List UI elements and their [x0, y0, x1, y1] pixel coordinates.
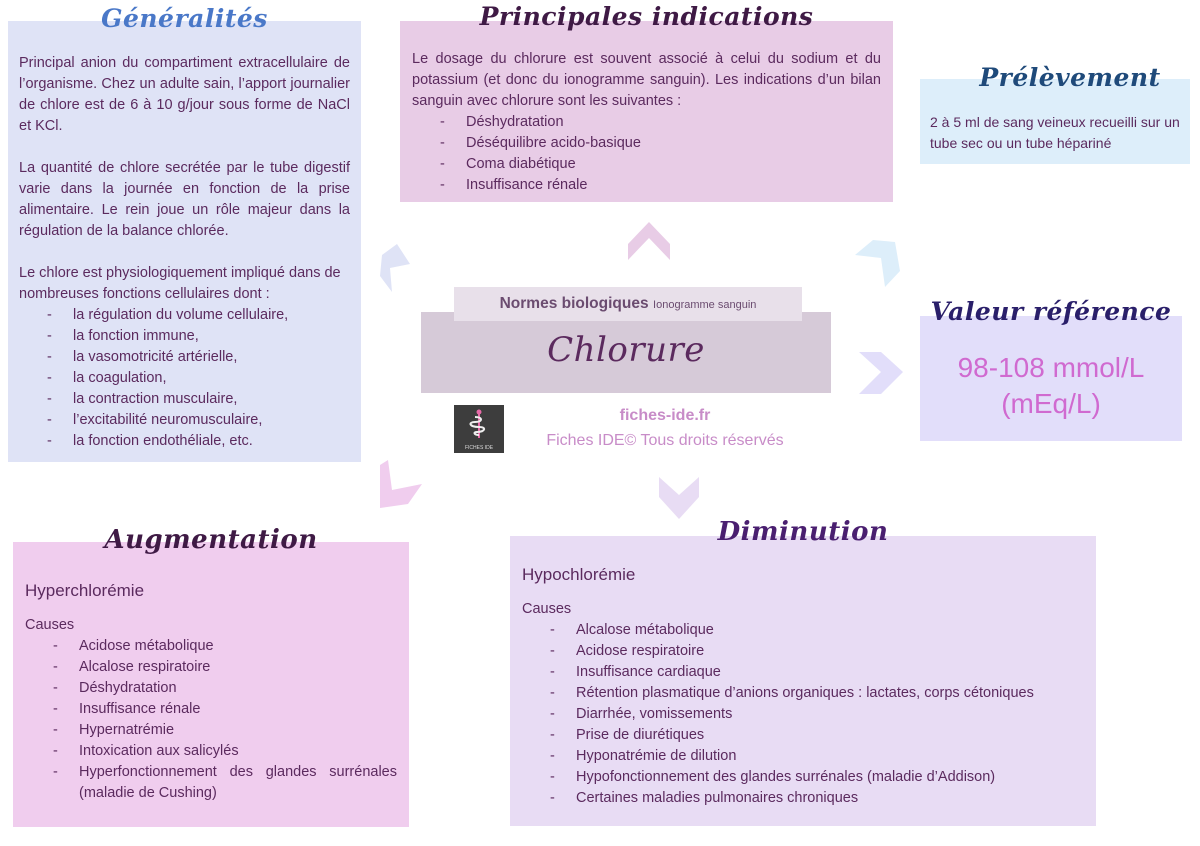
arrow-up-right-icon — [850, 235, 910, 295]
normes-sublabel: Ionogramme sanguin — [653, 299, 757, 311]
augmentation-panel — [13, 542, 409, 827]
indications-list — [412, 112, 881, 196]
generalites-para-3: Le chlore est physiologiquement impliqué dans de nombreuses fonctions cellulaires dont : — [19, 265, 341, 302]
list-item: - Diarrhée, vomissements — [550, 704, 1084, 725]
list-item: - Alcalose respiratoire — [53, 657, 397, 678]
diminution-list — [522, 620, 1084, 809]
arrow-up-icon — [608, 216, 678, 261]
list-item: - Intoxication aux salicylés — [53, 741, 397, 762]
generalites-list — [19, 305, 350, 452]
list-item: - la régulation du volume cellulaire, — [47, 305, 350, 326]
site-link[interactable]: fiches-ide.fr — [619, 407, 711, 424]
list-item: - l’excitabilité neuromusculaire, — [47, 410, 350, 431]
list-item: - la vasomotricité artérielle, — [47, 347, 350, 368]
copyright-text: Fiches IDE© Tous droits réservés — [546, 432, 784, 449]
augmentation-title: Augmentation — [104, 525, 318, 555]
list-item: - Déséquilibre acido-basique — [440, 133, 881, 154]
list-item: - Acidose respiratoire — [550, 641, 1084, 662]
valeur-panel — [920, 316, 1182, 441]
diminution-title: Diminution — [717, 517, 889, 547]
generalites-para-2: La quantité de chlore secrétée par le tube digestif varie dans la journée en fonction de la prise alimentaire. Le rein joue un rôle majeur dans la régulation de la balance chlorée. — [19, 160, 350, 239]
list-item: - Acidose métabolique — [53, 636, 397, 657]
list-item: - Insuffisance rénale — [53, 699, 397, 720]
analyte-name: Chlorure — [547, 330, 705, 370]
caduceus-icon — [469, 408, 489, 440]
fiches-ide-logo — [454, 405, 504, 453]
indications-title: Principales indications — [479, 2, 814, 31]
arrow-down-left-icon — [378, 460, 428, 515]
list-item: - la coagulation, — [47, 368, 350, 389]
arrow-right-icon — [855, 350, 905, 400]
list-item: - la fonction immune, — [47, 326, 350, 347]
list-item: - Rétention plasmatique d’anions organiques : lactates, corps cétoniques — [550, 683, 1084, 704]
list-item: - Prise de diurétiques — [550, 725, 1084, 746]
normes-banner — [454, 287, 802, 321]
arrow-up-left-icon — [380, 240, 430, 295]
diminution-causes-label: Causes — [522, 601, 572, 617]
list-item: - la contraction musculaire, — [47, 389, 350, 410]
generalites-title: Généralités — [101, 4, 268, 33]
diminution-subtitle: Hypochlorémie — [522, 565, 636, 584]
generalites-para-1: Principal anion du compartiment extracellulaire de l’organisme. Chez un adulte sain, l’apport journalier de chlore est de 6 à 10 g/jour sous forme de NaCl et KCl. — [19, 55, 350, 134]
indications-panel — [400, 21, 893, 202]
list-item: - Hypofonctionnement des glandes surrénales (maladie d’Addison) — [550, 767, 1084, 788]
list-item: - Hyponatrémie de dilution — [550, 746, 1084, 767]
reference-value: 98-108 mmol/L — [957, 352, 1145, 383]
list-item: - Déshydratation — [440, 112, 881, 133]
augmentation-subtitle: Hyperchlorémie — [25, 581, 145, 600]
list-item: - la fonction endothéliale, etc. — [47, 431, 350, 452]
augmentation-list — [25, 636, 397, 804]
logo-text: FICHES IDE — [464, 445, 494, 451]
list-item: - Alcalose métabolique — [550, 620, 1084, 641]
valeur-title: Valeur référence — [930, 297, 1172, 326]
indications-intro: Le dosage du chlorure est souvent associé à celui du sodium et du potassium (et donc du ionogramme sanguin). Les indications d’un bilan sanguin avec chlorure sont les suivantes : — [412, 51, 881, 109]
list-item: - Déshydratation — [53, 678, 397, 699]
arrow-down-icon — [655, 473, 705, 523]
prelevement-text: 2 à 5 ml de sang veineux recueilli sur un tube sec ou un tube hépariné — [930, 114, 1180, 151]
reference-unit: (mEq/L) — [1001, 388, 1101, 419]
generalites-panel — [8, 21, 361, 462]
list-item: - Insuffisance rénale — [440, 175, 881, 196]
augmentation-causes-label: Causes — [25, 617, 75, 633]
normes-label: Normes biologiques — [499, 295, 649, 312]
diminution-panel — [510, 536, 1096, 826]
list-item: - Coma diabétique — [440, 154, 881, 175]
list-item: - Insuffisance cardiaque — [550, 662, 1084, 683]
list-item: - Certaines maladies pulmonaires chroniques — [550, 788, 1084, 809]
list-item: - Hyperfonctionnement des glandes surrénales (maladie de Cushing) — [53, 762, 397, 804]
prelevement-title: Prélèvement — [979, 63, 1161, 92]
list-item: - Hypernatrémie — [53, 720, 397, 741]
